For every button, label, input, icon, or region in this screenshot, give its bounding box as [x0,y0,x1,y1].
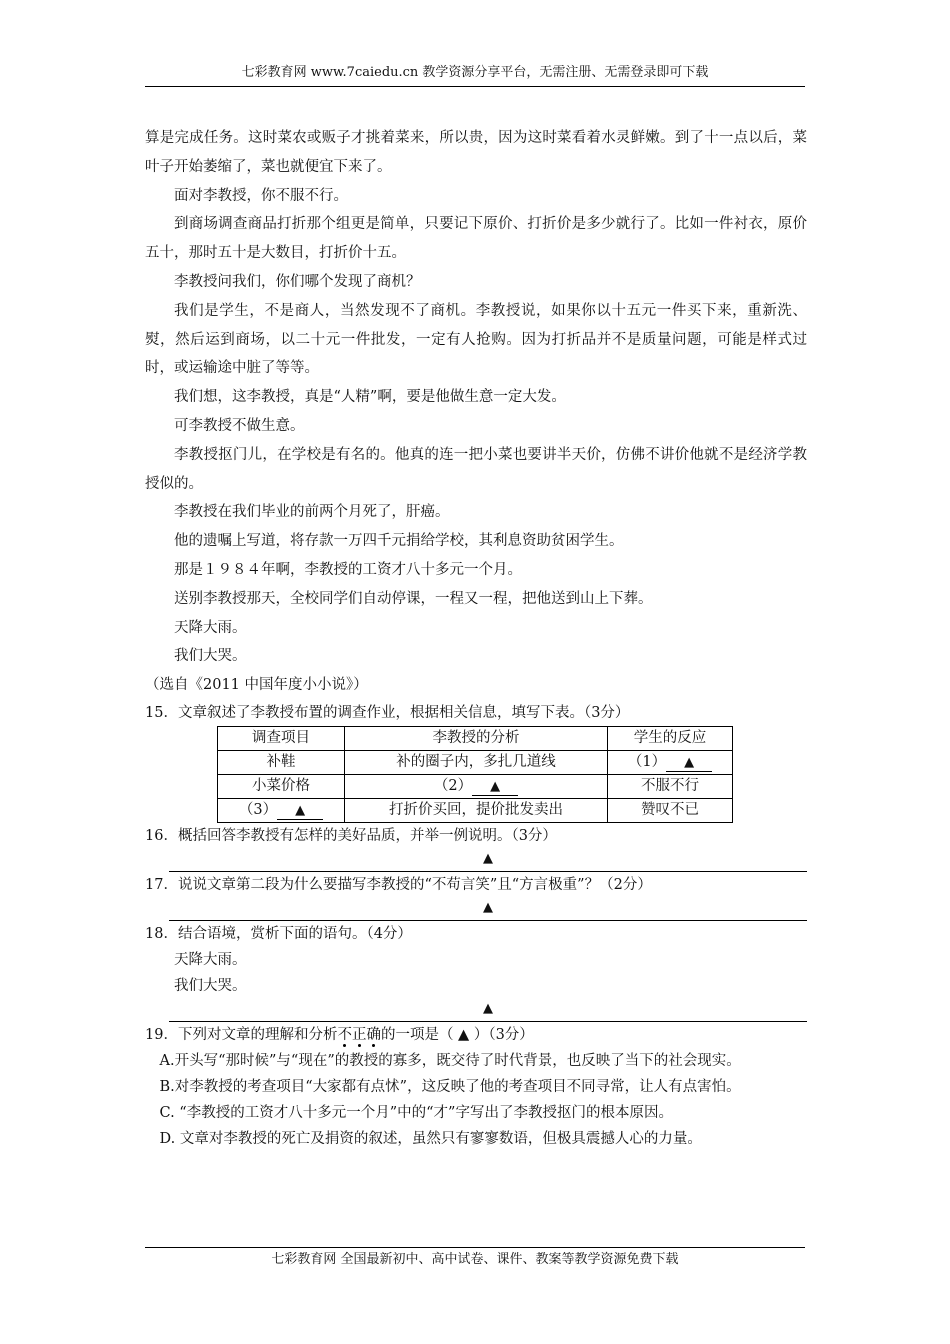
story-paragraph: 送别李教授那天，全校同学们自动停课，一程又一程，把他送到山上下葬。 [174,590,653,607]
story-paragraph: 他的遗嘱上写道，将存款一万四千元捐给学校，其利息资助贫困学生。 [174,533,624,550]
quoted-line: 我们大哭。 [174,977,247,994]
table-cell: 打折价买回，提价批发卖出 [345,798,608,822]
story-paragraph: 李教授问我们，你们哪个发现了商机？ [174,273,421,290]
story-source: （选自《2011 中国年度小小说》） [145,677,368,694]
table-row [218,750,733,774]
answer-marker: ▲ [483,850,493,866]
table-header-row [218,726,733,750]
question-16: 16．概括回答李教授有怎样的美好品质，并举一例说明。（3分） [145,827,557,844]
story-paragraph: 那是１９８４年啊，李教授的工资才八十多元一个月。 [174,561,522,578]
story-paragraph: 我们想，这李教授，真是“人精”啊，要是他做生意一定大发。 [174,389,566,406]
table-header-cell: 学生的反应 [608,726,733,750]
table-row [218,774,733,798]
question-19-suffix: 的一项是（ ▲ ）（3分） [380,1026,534,1043]
answer-line-16[interactable] [169,849,807,872]
table-cell [345,774,608,798]
question-19 [145,1022,807,1048]
question-19-prefix: 19．下列对文章的理解和分析 [145,1026,338,1043]
story-paragraph: 我们大哭。 [174,648,247,665]
table-cell: 赞叹不已 [608,798,733,822]
footer-rule [145,1247,805,1248]
story-paragraph: 我们是学生，不是商人，当然发现不了商机。李教授说，如果你以十五元一件买下来，重新洗、熨，然后运到商场，以二十元一件批发，一定有人抢购。因为打折品并不是质量问题，可能是样式过时，或运输途中脏了等等。 [145,302,807,377]
story-paragraph: 李教授在我们毕业的前两个月死了，肝癌。 [174,504,450,521]
table-header-cell: 李教授的分析 [345,726,608,750]
answer-line-17[interactable] [169,898,807,921]
emphasis-char: 确 [366,1026,381,1043]
survey-table [217,726,733,823]
story-paragraph: 算是完成任务。这时菜农或贩子才挑着菜来，所以贵，因为这时菜看着水灵鲜嫩。到了十一点以后，菜叶子开始萎缩了，菜也就便宜下来了。 [145,130,807,175]
table-cell: 不服不行 [608,774,733,798]
table-row [218,798,733,822]
blank-label: （2） [433,777,473,794]
emphasis-char: 正 [351,1026,367,1043]
question-17: 17．说说文章第二段为什么要描写李教授的“不苟言笑”且“方言极重”？（2分） [145,876,652,893]
table-cell: 补鞋 [218,750,345,774]
story-paragraph: 可李教授不做生意。 [174,417,305,434]
page-footer: 七彩教育网 全国最新初中、高中试卷、课件、教案等教学资源免费下载 [271,1252,679,1267]
story-paragraph: 天降大雨。 [174,619,247,636]
page-header: 七彩教育网 www.7caiedu.cn 教学资源分享平台，无需注册、无需登录即可下载 [241,65,709,80]
blank-label: （1） [627,753,667,770]
question-18: 18．结合语境，赏析下面的语句。（4分） [145,925,412,942]
story-paragraph: 面对李教授，你不服不行。 [174,187,348,204]
option-d[interactable]: D. 文章对李教授的死亡及捐资的叙述，虽然只有寥寥数语，但极具震撼人心的力量。 [159,1130,702,1147]
table-header-cell: 调查项目 [218,726,345,750]
answer-blank[interactable]: ▲ [277,803,323,820]
option-b[interactable]: B.对李教授的考查项目“大家都有点怵”，这反映了他的考查项目不同寻常，让人有点害怕。 [159,1078,741,1095]
answer-marker: ▲ [483,899,493,915]
answer-blank[interactable]: ▲ [472,779,518,796]
story-paragraph: 到商场调查商品打折那个组更是简单，只要记下原价、打折价是多少就行了。比如一件衬衣，原价五十，那时五十是大数目，打折价十五。 [145,216,807,262]
table-cell [218,798,345,822]
header-rule [145,86,805,87]
emphasis-char: 不 [337,1026,352,1043]
option-c[interactable]: C. “李教授的工资才八十多元一个月”中的“才”字写出了李教授抠门的根本原因。 [159,1104,673,1121]
quoted-line: 天降大雨。 [174,951,247,968]
question-15: 15．文章叙述了李教授布置的调查作业，根据相关信息，填写下表。（3分） [145,704,630,721]
table-cell [608,750,733,774]
table-cell: 补的圈子内，多扎几道线 [345,750,608,774]
table-cell: 小菜价格 [218,774,345,798]
document-body [145,124,807,1152]
answer-line-18[interactable] [169,999,807,1022]
answer-blank[interactable]: ▲ [666,755,712,772]
answer-marker: ▲ [483,1000,493,1016]
story-paragraph: 李教授抠门儿，在学校是有名的。他真的连一把小菜也要讲半天价，仿佛不讲价他就不是经济学教授似的。 [145,446,807,492]
option-a[interactable]: A.开头写“那时候”与“现在”的教授的寡多，既交待了时代背景，也反映了当下的社会现实。 [159,1052,741,1069]
blank-label: （3） [238,801,278,818]
